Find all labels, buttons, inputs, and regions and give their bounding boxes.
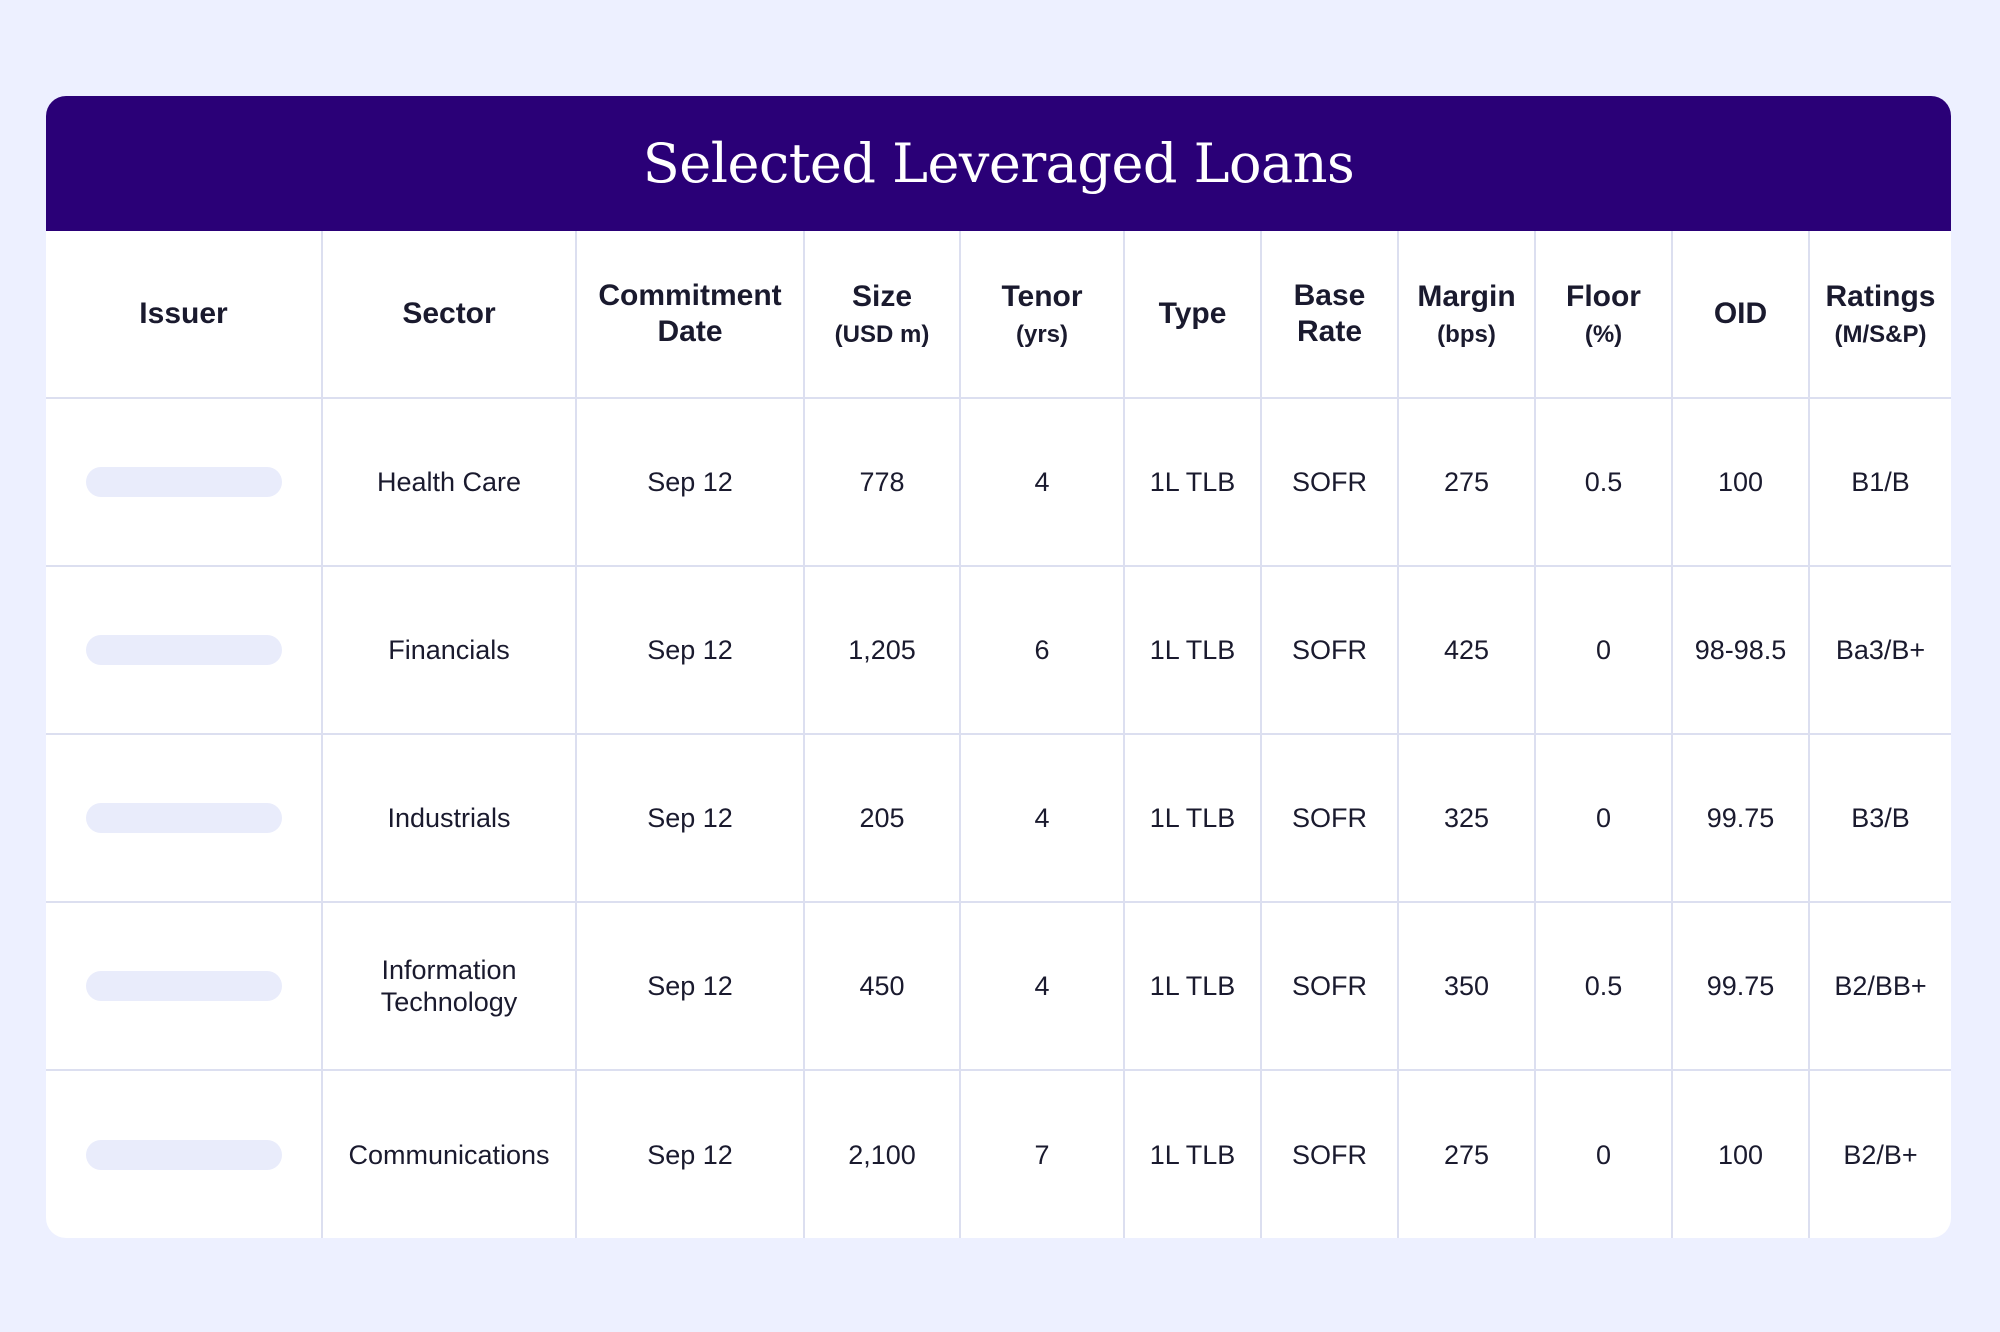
size-cell: 205 <box>805 735 961 903</box>
header-ratings: Ratings (M/S&P) <box>1810 231 1951 399</box>
oid-cell: 100 <box>1673 1071 1810 1238</box>
base-rate-cell: SOFR <box>1262 903 1399 1071</box>
header-base-rate: Base Rate <box>1262 231 1399 399</box>
date-cell: Sep 12 <box>577 567 805 735</box>
margin-cell: 275 <box>1399 1071 1536 1238</box>
ratings-cell: B3/B <box>1810 735 1951 903</box>
issuer-redacted-placeholder <box>86 1140 282 1170</box>
type-cell: 1L TLB <box>1125 399 1262 567</box>
size-cell: 450 <box>805 903 961 1071</box>
title-banner <box>46 96 1951 231</box>
base-rate-cell: SOFR <box>1262 1071 1399 1238</box>
header-margin: Margin (bps) <box>1399 231 1536 399</box>
header-type: Type <box>1125 231 1262 399</box>
header-tenor: Tenor (yrs) <box>961 231 1125 399</box>
type-cell: 1L TLB <box>1125 903 1262 1071</box>
margin-cell: 325 <box>1399 735 1536 903</box>
issuer-redacted-placeholder <box>86 635 282 665</box>
header-sector: Sector <box>323 231 577 399</box>
size-cell: 778 <box>805 399 961 567</box>
size-cell: 2,100 <box>805 1071 961 1238</box>
tenor-cell: 4 <box>961 399 1125 567</box>
floor-cell: 0.5 <box>1536 399 1673 567</box>
header-oid: OID <box>1673 231 1810 399</box>
ratings-cell: B1/B <box>1810 399 1951 567</box>
header-issuer: Issuer <box>46 231 323 399</box>
sector-cell: Financials <box>323 567 577 735</box>
issuer-cell <box>46 903 323 1071</box>
date-cell: Sep 12 <box>577 1071 805 1238</box>
size-cell: 1,205 <box>805 567 961 735</box>
ratings-cell: B2/BB+ <box>1810 903 1951 1071</box>
issuer-redacted-placeholder <box>86 467 282 497</box>
tenor-cell: 7 <box>961 1071 1125 1238</box>
issuer-redacted-placeholder <box>86 971 282 1001</box>
ratings-cell: Ba3/B+ <box>1810 567 1951 735</box>
sector-cell: Industrials <box>323 735 577 903</box>
type-cell: 1L TLB <box>1125 567 1262 735</box>
loans-table <box>46 231 1951 1238</box>
oid-cell: 99.75 <box>1673 735 1810 903</box>
floor-cell: 0 <box>1536 1071 1673 1238</box>
ratings-cell: B2/B+ <box>1843 1139 1918 1170</box>
header-floor: Floor (%) <box>1536 231 1673 399</box>
base-rate-cell: SOFR <box>1262 567 1399 735</box>
issuer-cell <box>46 399 323 567</box>
loans-table-card <box>46 96 1951 1238</box>
tenor-cell: 4 <box>961 735 1125 903</box>
tenor-cell: 6 <box>961 567 1125 735</box>
date-cell: Sep 12 <box>577 903 805 1071</box>
base-rate-cell: SOFR <box>1262 399 1399 567</box>
sector-cell: Health Care <box>323 399 577 567</box>
header-size: Size (USD m) <box>805 231 961 399</box>
base-rate-cell: SOFR <box>1262 735 1399 903</box>
oid-cell: 100 <box>1673 399 1810 567</box>
floor-cell: 0 <box>1536 567 1673 735</box>
margin-cell: 350 <box>1399 903 1536 1071</box>
oid-cell: 99.75 <box>1673 903 1810 1071</box>
floor-cell: 0 <box>1536 735 1673 903</box>
sector-cell: Communications <box>323 1071 577 1238</box>
margin-cell: 425 <box>1399 567 1536 735</box>
header-commitment-date: Commitment Date <box>577 231 805 399</box>
type-cell: 1L TLB <box>1125 735 1262 903</box>
floor-cell: 0.5 <box>1536 903 1673 1071</box>
type-cell: 1L TLB <box>1125 1071 1262 1238</box>
date-cell: Sep 12 <box>577 735 805 903</box>
oid-cell: 98-98.5 <box>1673 567 1810 735</box>
tenor-cell: 4 <box>961 903 1125 1071</box>
date-cell: Sep 12 <box>577 399 805 567</box>
issuer-cell <box>46 567 323 735</box>
issuer-cell <box>46 1071 323 1238</box>
issuer-cell <box>46 735 323 903</box>
margin-cell: 275 <box>1399 399 1536 567</box>
issuer-redacted-placeholder <box>86 803 282 833</box>
sector-cell: Information Technology <box>323 903 577 1071</box>
page-title: Selected Leveraged Loans <box>642 132 1355 195</box>
